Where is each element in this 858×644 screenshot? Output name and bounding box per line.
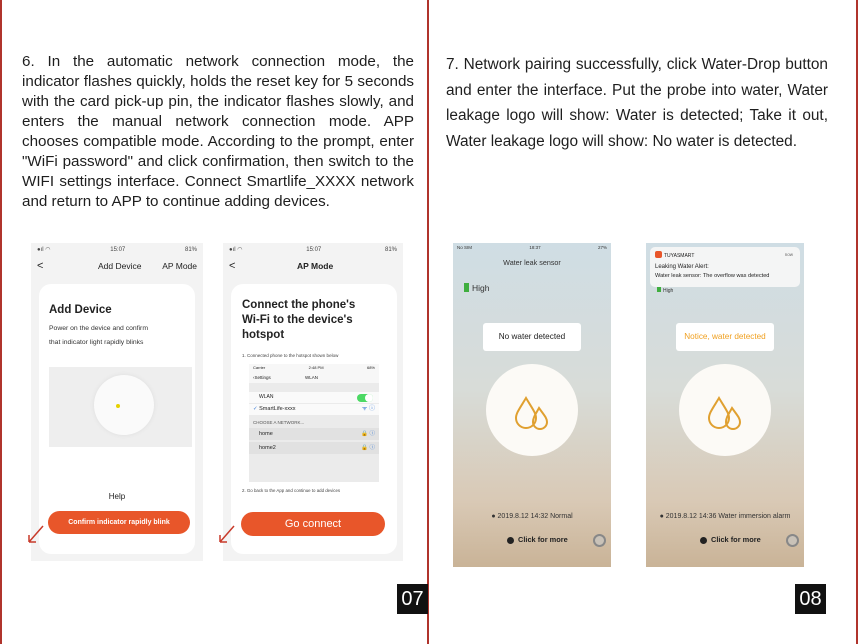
last-record: ● 2019.8.12 14:36 Water immersion alarm	[659, 513, 791, 520]
lock-wifi-info-icon: 🔒 ⓘ	[361, 431, 375, 437]
status-bar	[453, 243, 611, 252]
record-icon	[700, 537, 707, 544]
battery-label: High	[663, 288, 674, 294]
push-notification	[650, 247, 800, 287]
network-row-home2	[249, 442, 379, 454]
battery-percent: 27%	[597, 245, 607, 250]
water-drop-icon	[486, 364, 578, 456]
water-detected-screenshot	[646, 243, 804, 567]
nav-title: Add Device	[98, 261, 142, 271]
water-drop-button[interactable]	[679, 364, 771, 456]
mini-title: WLAN	[305, 375, 319, 380]
battery-percent: 81%	[184, 246, 197, 253]
ap-mode-screenshot	[223, 243, 403, 561]
mini-status-bar	[249, 364, 379, 372]
page-number: 08	[795, 584, 826, 614]
battery-status	[464, 283, 489, 293]
signal-icon: ●ıl ◠	[37, 247, 51, 253]
record-text: 2019.8.12 14:36 Water immersion alarm	[665, 513, 791, 520]
right-page	[428, 0, 858, 644]
help-link[interactable]: Help	[108, 492, 126, 501]
nav-bar	[223, 256, 403, 276]
notification-time: now	[784, 252, 793, 257]
wlan-toggle	[357, 394, 373, 402]
settings-gear-icon[interactable]	[786, 534, 799, 547]
more-label: Click for more	[518, 535, 568, 544]
water-drop-button[interactable]	[486, 364, 578, 456]
notification-header	[655, 251, 694, 259]
tuyasmart-app-icon	[655, 251, 662, 258]
device-shape	[94, 375, 154, 435]
settings-gear-icon[interactable]	[593, 534, 606, 547]
mini-carrier: Carrier	[253, 365, 266, 370]
lock-wifi-info-icon: 🔒 ⓘ	[361, 445, 375, 451]
step-6-paragraph: 6. In the automatic network connection mode, the indicator flashes quickly, holds the reset key for 5 seconds with the card pick-up pin, the indicator flashes slowly, and enters the manual network connection mode. APP chooses compatible mode. According to the prompt, enter "WiFi password" and click confirmation, then switch to the WIFI settings interface. Connect Smartlife_XXXX network and return to APP to continue adding devices.	[22, 53, 414, 210]
status-time: 15:07	[110, 246, 126, 253]
mini-back-link: ‹Settings	[253, 375, 271, 380]
add-device-screenshot	[31, 243, 203, 561]
last-record: ● 2019.8.12 14:32 Normal	[491, 513, 573, 520]
choose-network-header: CHOOSE A NETWORK...	[253, 420, 305, 425]
water-drop-icon	[679, 364, 771, 456]
heading-line-1: Connect the phone's	[242, 299, 356, 311]
click-for-more-link[interactable]	[700, 535, 761, 544]
hotspot-heading	[242, 298, 355, 343]
notification-title: Leaking Water Alert:	[655, 264, 709, 270]
toggle-knob	[365, 394, 373, 402]
battery-status	[657, 287, 673, 294]
heading-line-3: hotspot	[242, 329, 285, 341]
card-description-line-2: that indicator light rapidly blinks	[49, 339, 144, 346]
network-name: home	[259, 431, 273, 437]
network-name: home2	[259, 445, 276, 451]
connected-network-row	[249, 404, 379, 415]
notification-app-name: TUYASMART	[664, 253, 695, 259]
notification-body: Water leak sensor: The overflow was detected	[655, 273, 770, 279]
mini-battery: 68%	[366, 365, 375, 370]
connected-network-name: SmartLife-xxxx	[259, 406, 296, 412]
status-bar	[223, 243, 403, 256]
nav-bar	[31, 256, 203, 276]
carrier: No SIM	[457, 245, 473, 250]
status-bubble: Notice, water detected	[676, 323, 774, 351]
page-number: 07	[397, 584, 428, 614]
step-2-text: 2. Go back to the App and continue to add devices	[242, 488, 341, 493]
app-title: Water leak sensor	[503, 258, 561, 267]
heading-line-2: Wi-Fi to the device's	[242, 314, 353, 326]
wlan-settings-mockup	[249, 364, 379, 482]
status-bubble: No water detected	[483, 323, 581, 351]
wifi-info-icon: ᯤ ⓘ	[361, 406, 375, 412]
pointer-arrow-icon	[25, 524, 45, 548]
left-page	[0, 0, 428, 644]
step-1-text: 1. Connected phone to the hotspot shown below	[242, 353, 339, 358]
record-text: 2019.8.12 14:32 Normal	[497, 513, 573, 520]
status-bar	[31, 243, 203, 256]
record-icon	[507, 537, 514, 544]
back-icon[interactable]: <	[37, 260, 44, 272]
back-icon[interactable]: <	[229, 260, 236, 272]
device-image	[49, 367, 192, 447]
mini-nav	[249, 372, 379, 383]
no-water-screenshot	[453, 243, 611, 567]
status-time: 18:37	[529, 245, 541, 250]
card-description-line-1: Power on the device and confirm	[49, 325, 148, 332]
signal-icon: ●ıl ◠	[229, 247, 243, 253]
pointer-arrow-icon	[216, 524, 236, 548]
indicator-light-icon	[116, 404, 120, 408]
battery-icon	[464, 283, 469, 292]
battery-icon	[657, 287, 661, 292]
wlan-label: WLAN	[259, 394, 274, 400]
nav-title: AP Mode	[297, 261, 334, 271]
status-time: 15:07	[306, 246, 322, 253]
battery-percent: 81%	[384, 246, 397, 253]
check-icon: ✓	[253, 406, 258, 412]
ap-mode-link[interactable]: AP Mode	[162, 261, 197, 271]
network-row-home	[249, 428, 379, 440]
confirm-blink-button[interactable]: Confirm indicator rapidly blink	[48, 511, 190, 534]
card-title: Add Device	[49, 304, 112, 316]
wlan-row	[249, 392, 379, 403]
battery-label: High	[472, 283, 490, 293]
mini-time: 2:48 PM	[308, 365, 324, 370]
step-7-paragraph: 7. Network pairing successfully, click Water-Drop button and enter the interface. Put the probe into water, Water leakage logo will show: Water is detected; Take it out, Water leakage logo will show: No water is detected.	[446, 56, 828, 150]
more-label: Click for more	[711, 535, 761, 544]
go-connect-button[interactable]: Go connect	[241, 512, 385, 536]
click-for-more-link[interactable]	[507, 535, 568, 544]
